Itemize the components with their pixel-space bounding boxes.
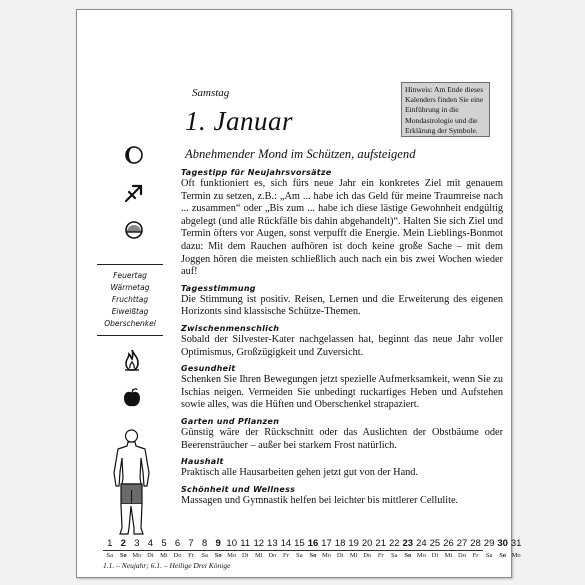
calendar-day-number: 31 [510, 538, 522, 549]
calendar-day-number: 13 [267, 538, 278, 549]
calendar-weekday: Mo [511, 552, 521, 559]
calendar-weekday: Sa [296, 552, 303, 559]
calendar-day-number: 4 [147, 538, 154, 549]
calendar-weekday: Mi [349, 552, 358, 559]
calendar-weekday: Sa [485, 552, 493, 559]
calendar-day-number: 25 [429, 538, 441, 549]
section-household [181, 456, 503, 480]
calendar-weekday: Di [336, 552, 344, 559]
date-title: 1. Januar [185, 106, 293, 136]
section-garden [181, 416, 503, 452]
calendar-day-number: 1 [107, 538, 113, 549]
calendar-day-number: 2 [120, 538, 126, 549]
calendar-weekday: Di [241, 552, 249, 559]
calendar-day-number: 21 [375, 538, 386, 549]
calendar-day-number: 27 [456, 538, 468, 549]
section-mood [181, 283, 503, 319]
moon-phase-icon [123, 144, 145, 166]
day-type-protein: Eiweißtag [111, 307, 149, 316]
section-interpersonal [181, 323, 503, 359]
day-type-warmth: Wärmetag [110, 283, 150, 292]
calendar-weekday: Di [431, 552, 439, 559]
calendar-day-number: 26 [443, 538, 454, 549]
calendar-day-number: 14 [280, 538, 292, 549]
section-text: Oft funktioniert es, sich fürs neue Jahr ein konkretes Ziel mit genauem Termin zu setzen, z.B.: „Am ... habe ich das Geld für meine Traumreise nach ... zusammen“ oder „Bis zum ... habe ich diese lästige Gewohnheit endgültig abgelegt (und alle Rückfälle bis dahin abgehandelt)“. Halten Sie sich Ziel und Termin öfters vor Augen, sonst verpufft die Energie. Mein Lieblings-Bonmot dazu: Mit dem Rauchen aufhören ist doch keine große Sache – mit dem Joggen hören die meisten schließlich auch nach ein bis zwei Wochen wieder auf! [181, 178, 503, 278]
day-type-fire: Feuertag [113, 271, 147, 280]
calendar-weekday: So [309, 552, 317, 559]
calendar-weekday: Di [147, 552, 154, 559]
calendar-day-number: 20 [361, 538, 373, 549]
calendar-day-number: 23 [402, 538, 414, 549]
calendar-weekday: Sa [201, 552, 208, 559]
calendar-day-number: 19 [348, 538, 359, 549]
section-health [181, 363, 503, 412]
calendar-weekday: Fr [472, 552, 479, 559]
day-type-body-part: Oberschenkel [104, 319, 156, 328]
body-figure-icon [109, 428, 154, 538]
calendar-day-number: 30 [497, 538, 508, 549]
calendar-weekday: Mi [254, 552, 263, 559]
calendar-day-number: 17 [321, 538, 332, 549]
sagittarius-icon [122, 181, 146, 205]
element-icon [123, 219, 145, 241]
calendar-day-number: 28 [470, 538, 481, 549]
sidebar-symbols [114, 144, 154, 241]
month-strip [103, 538, 523, 560]
section-text: Die Stimmung ist positiv. Reisen, Lernen und die Erweiterung des eigenen Horizonts sind klassische Schütze-Themen. [181, 293, 503, 318]
section-text: Praktisch alle Hausarbeiten gehen jetzt gut von der Hand. [181, 467, 419, 479]
month-strip-rule [103, 550, 483, 551]
calendar-page [76, 9, 522, 578]
calendar-weekday: Sa [106, 552, 114, 559]
calendar-day-number: 11 [240, 538, 251, 549]
calendar-weekday: Do [363, 552, 372, 559]
calendar-weekday: Fr [188, 552, 194, 559]
calendar-day-number: 15 [294, 538, 305, 549]
calendar-day-number: 18 [334, 538, 346, 549]
section-wellness [181, 484, 503, 508]
calendar-day-number: 29 [483, 538, 495, 549]
calendar-day-number: 10 [226, 538, 237, 549]
section-text: Sobald der Silvester-Kater nachgelassen hat, beginnt das neue Jahr voller Optimismus, Großzügigkeit und Zuversicht. [181, 333, 503, 358]
calendar-day-number: 12 [253, 538, 265, 549]
calendar-weekday: Do [173, 552, 182, 559]
calendar-day-number: 9 [215, 538, 221, 549]
day-types-box [97, 264, 163, 336]
calendar-day-number: 3 [134, 538, 140, 549]
calendar-weekday: Do [458, 552, 466, 559]
section-text: Schenken Sie Ihren Bewegungen jetzt spezielle Aufmerksamkeit, wenn Sie zu Ischias neigen. Vermeiden Sie unbedingt ruckartiges Heben und Aufstehen sowie alles, was die Hüften und Oberschenkel strapaziert. [181, 374, 503, 411]
section-heading: Haushalt [181, 457, 224, 467]
calendar-weekday: Mi [444, 552, 453, 559]
calendar-day-number: 24 [416, 538, 427, 549]
calendar-day-number: 22 [388, 538, 400, 549]
section-heading: Schönheit und Wellness [181, 484, 296, 494]
calendar-weekday: Sa [391, 552, 398, 559]
calendar-weekday: So [404, 552, 412, 559]
calendar-day-number: 5 [161, 538, 167, 549]
calendar-day-number: 7 [188, 538, 194, 549]
moon-phase-line: Abnehmender Mond im Schützen, aufsteigend [185, 147, 416, 161]
calendar-weekday: Fr [282, 552, 289, 559]
fire-icon [121, 348, 143, 372]
calendar-day-number: 16 [307, 538, 319, 549]
calendar-weekday: So [119, 552, 127, 559]
section-neujahr [181, 167, 503, 279]
calendar-weekday: Mo [416, 552, 426, 559]
calendar-weekday: So [499, 552, 507, 559]
calendar-weekday: Mi [160, 552, 168, 559]
calendar-day-number: 6 [174, 538, 181, 549]
hint-box: Hinweis: Am Ende dieses Kalenders finden Sie eine Einführung in die Mondastrologie und die Erklärung der Symbole. [401, 82, 490, 137]
section-heading: Zwischenmenschlich [181, 323, 280, 333]
fruit-icon [121, 387, 143, 409]
calendar-weekday: Do [268, 552, 277, 559]
month-day-numbers [103, 538, 523, 549]
calendar-weekday: Mo [132, 552, 142, 559]
section-heading: Garten und Pflanzen [181, 416, 280, 426]
calendar-weekday: So [214, 552, 222, 559]
day-type-fruit: Fruchttag [111, 295, 149, 304]
month-weekday-row [103, 551, 523, 560]
calendar-weekday: Fr [377, 552, 384, 559]
calendar-weekday: Mo [227, 552, 237, 559]
calendar-day-number: 8 [201, 538, 208, 549]
section-heading: Tagesstimmung [181, 283, 256, 293]
section-heading: Gesundheit [181, 364, 236, 374]
section-text: Massagen und Gymnastik helfen bei leichter bis mittlerer Cellulite. [181, 494, 459, 506]
calendar-weekday: Mo [322, 552, 332, 559]
section-heading: Tagestipp für Neujahrsvorsätze [181, 168, 332, 177]
section-text: Günstig wäre der Rückschnitt oder das Auslichten der Obstbäume oder Beerensträucher – außer bei starkem Frost natürlich. [181, 426, 503, 451]
holiday-note: 1.1. – Neujahr; 6.1. – Heilige Drei Könige [103, 561, 231, 570]
weekday-label: Samstag [192, 87, 230, 99]
content-column [181, 167, 503, 511]
